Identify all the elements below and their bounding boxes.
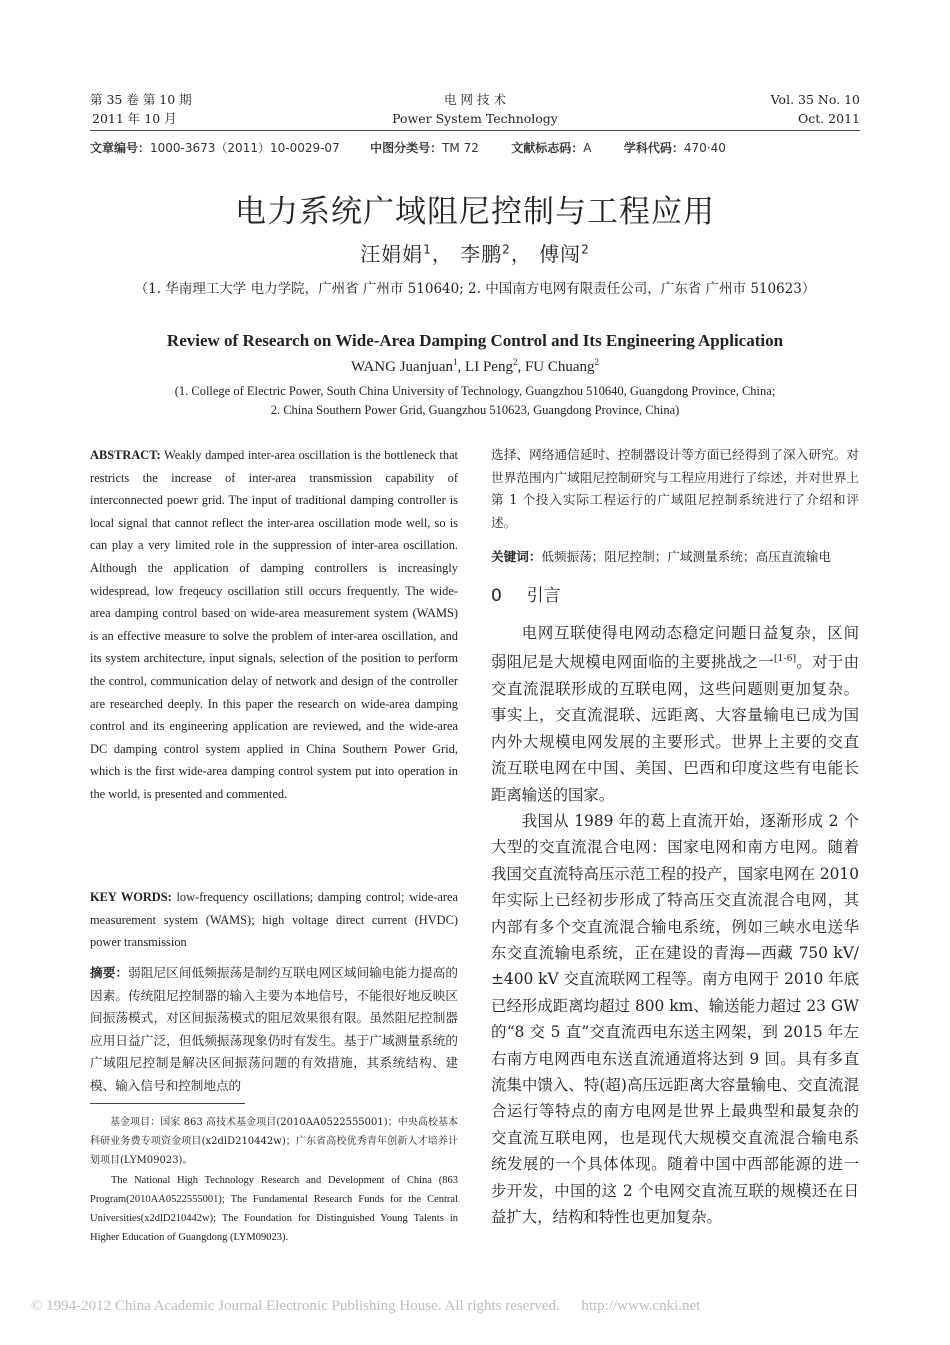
paper-title-en: Review of Research on Wide-Area Damping Control and Its Engineering Application (166, 331, 784, 350)
doc-code: A (583, 141, 592, 155)
abstract-en-text: Weakly damped inter-area oscillation is the bottleneck that restricts the increase of inter-area transmission capability of interconnected poewr grid. The input of traditional damping controller is local signal that cannot reflect the inter-area oscillation mode well, so is can play a very limited role in the suppression of inter-area oscillation. Although the application of damping controllers is increasingly widespread, low freqeucy oscillation still occurs frequently. The wide-area damping control based on wide-area measurement system (WAMS) is an effective measure to solve the problem of inter-area oscillation, and its system architecture, input signals, selection of the position to perform the control, communication delay of network and design of the controller are researched deeply. In this paper the research on wide-area damping control and its engineering application are reviewed, and the wide-area DC damping control system applied in China Southern Power Grid, which is the first wide-area damping control system put into operation in the world, is presented and commented. (90, 448, 459, 801)
article-no-label: 文章编号： (90, 141, 151, 155)
author-1-en: WANG Juanjuan (350, 359, 454, 375)
issue-date-en: Oct. 2011 (797, 111, 860, 126)
intro-p1-rest: 。对于由交直流混联形成的互联电网，这些问题则更加复杂。事实上，交直流混联、远距离、大容量输电已成为国内外大规模电网发展的主要形式。世界上主要的交直流互联电网在中国、美国、巴西和印度这些有电能长距离输送的国家。 (491, 653, 859, 804)
citation-ref[interactable]: [1-6] (774, 653, 797, 665)
issue-date: 2011 年 10 月 (92, 111, 177, 126)
article-meta (90, 139, 870, 156)
funding-cn-text: 国家 863 高技术基金项目(2010AA0522555001)；中央高校基本科研业务费专项资金项目(x2dlD210442w)；广东省高校优秀青年创新人才培养计划项目(LYM09023)。 (90, 1117, 458, 1166)
abstract-en (90, 444, 458, 806)
author-1-en-aff: 1 (453, 357, 458, 367)
keywords-cn-label: 关键词： (491, 549, 542, 564)
clc-label: 中图分类号： (370, 141, 443, 155)
copyright-text: © 1994-2012 China Academic Journal Electronic Publishing House. All rights reserved. (31, 1298, 560, 1314)
subject-code: 470·40 (683, 141, 726, 155)
keywords-en (90, 886, 458, 954)
clc-code: TM 72 (442, 141, 479, 155)
author-1-aff: 1 (423, 242, 432, 257)
cnki-link[interactable]: http://www.cnki.net (581, 1298, 701, 1314)
intro-body (491, 620, 859, 1230)
subject-label: 学科代码： (623, 141, 684, 155)
author-1-cn: 汪娟娟 (360, 242, 424, 266)
keywords-en-label: KEY WORDS: (90, 890, 172, 904)
section-heading (491, 581, 561, 606)
author-2-cn: 李鹏 (460, 242, 503, 266)
authors-en: WANG Juanjuan$^1$, LI Peng$^2$, FU Chuang$^2$ (350, 357, 600, 375)
affiliation-en-1: (1. College of Electric Power, South China University of Technology, Guangzhou 510640, Guangdong Province, China; (174, 384, 776, 398)
doc-code-label: 文献标志码： (511, 141, 584, 155)
abstract-cn (90, 962, 458, 1098)
footnote-rule (90, 1103, 245, 1104)
abstract-en-label: ABSTRACT: (90, 448, 161, 462)
author-2-aff: 2 (502, 242, 511, 257)
section-title: 引言 (526, 586, 561, 606)
affiliation-en-2: 2. China Southern Power Grid, Guangzhou 510623, Guangdong Province, China) (270, 403, 680, 417)
author-3-en-aff: 2 (594, 357, 600, 367)
intro-paragraph-2: 我国从 1989 年的葛上直流开始，逐渐形成 2 个大型的交直流混合电网：国家电网和南方电网。随着我国交直流特高压示范工程的投产，国家电网在 2010 年实际上已经初步形成了特高压交直流混合电网，其内部有多个交直流混合输电系统，例如三峡水电送华东交直流输电系统，正在建设的青海—西藏 750 kV/±400 kV 交直流联网工程等。南方电网于 2010 年底已经形成距离均超过 800 km、输送能力超过 23 GW 的“8 交 5 直”交直流西电东送主网架，到 2015 年左右南方电网西电东送直流通道将达到 9 回。具有多直流集中馈入、特(超)高压远距离大容量输电、交直流混合运行等特点的南方电网是世界上最典型和最复杂的交直流互联电网，也是现代大规模交直流混合输电系统发展的一个具体体现。随着中国中西部能源的进一步开发，中国的这 2 个电网交直流互联的规模还在日益扩大，结构和特性也更加复杂。 (491, 811, 859, 1227)
funding-en-text: The National High Technology Research and Development of China (863 Program(2010AA0522555001); The Fundamental Research Funds for the Central Universities(x2dlD210442w); The Foundation for Distinguished Young Talents in Higher Education of Guangdong (LYM09023). (90, 1175, 458, 1243)
abstract-cn-label: 摘要： (90, 965, 129, 980)
affiliation-en (0, 382, 950, 420)
journal-name-en: Power System Technology (392, 111, 558, 126)
header-rule (90, 130, 860, 131)
issue-volume: 第 35 卷 第 10 期 (90, 92, 192, 107)
author-3-en: FU Chuang (524, 359, 595, 375)
author-3-cn: 傅闯 (539, 242, 582, 266)
authors-cn: 汪娟娟$^1$， 李鹏$^2$， 傅闯$^2$ (360, 242, 590, 266)
funding-cn (90, 1113, 458, 1170)
author-3-aff: 2 (581, 242, 590, 257)
keywords-cn-text: 低频振荡；阻尼控制；广域测量系统；高压直流输电 (541, 549, 832, 564)
section-number: 0 (491, 586, 502, 606)
paper-title-cn: 电力系统广域阻尼控制与工程应用 (235, 194, 715, 230)
journal-name-cn: 电 网 技 术 (444, 92, 506, 107)
abstract-cn-text: 弱阻尼区间低频振荡是制约互联电网区域间输电能力提高的因素。传统阻尼控制器的输入主要为本地信号，不能很好地反映区间振荡模式，对区间振荡模式的阻尼效果很有限。虽然阻尼控制器应用日益广泛，但低频振荡现象仍时有发生。基于广域测量系统的广域阻尼控制是解决区间振荡问题的有效措施，其系统结构、建模、输入信号和控制地点的 (90, 965, 459, 1093)
intro-p1-text: 电网互联使得电网动态稳定问题日益复杂，区间弱阻尼是大规模电网面临的主要挑战之一 (491, 624, 859, 672)
journal-issue-en (771, 90, 860, 128)
funding-cn-label: 基金项目： (110, 1117, 161, 1128)
copyright-footer (31, 1298, 700, 1315)
keywords-en-text: low-frequency oscillations; damping control; wide-area measurement system (WAMS); high voltage direct current (HVDC) power transmission (90, 890, 458, 950)
intro-paragraph-1 (491, 620, 859, 808)
funding-en (90, 1171, 458, 1247)
author-2-en-aff: 2 (512, 357, 518, 367)
abstract-cn-continued: 选择、网络通信延时、控制器设计等方面已经得到了深入研究。对世界范围内广域阻尼控制研究与工程应用进行了综述，并对世界上第 1 个投入实际工程运行的广域阻尼控制系统进行了介绍和评述。 (491, 447, 859, 530)
keywords-cn (491, 546, 859, 569)
article-no: 1000-3673（2011）10-0029-07 (150, 141, 340, 155)
author-2-en: LI Peng (465, 359, 513, 375)
affiliation-cn: （1. 华南理工大学 电力学院，广州省 广州市 510640; 2. 中国南方电网有限责任公司，广东省 广州市 510623） (134, 281, 816, 297)
issue-volume-en: Vol. 35 No. 10 (770, 92, 860, 107)
